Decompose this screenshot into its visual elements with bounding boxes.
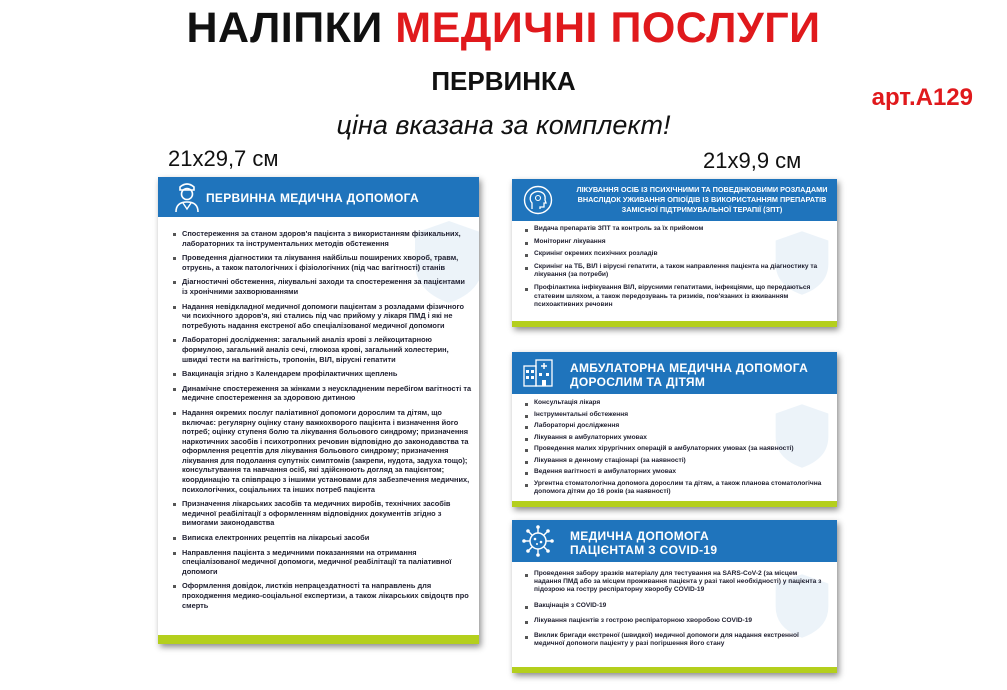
accent-stripe (512, 321, 837, 327)
sticker-title: ЛІКУВАННЯ ОСІБ ІЗ ПСИХІЧНИМИ ТА ПОВЕДІНКОВИМИ РОЗЛАДАМИ ВНАСЛІДОК УЖИВАННЯ ОПІОЇДІВ ІЗ ВИКОРИСТАННЯМ ПРЕПАРАТІВ ЗАМІСНОЇ ПІДТРИМУВАЛЬНОЇ ТЕРАПІЇ (ЗПТ) (576, 185, 828, 214)
list-item: Оформлення довідок, листків непрацездатності та направлень для проходження медико-соціальної експертизи, а також лікарських свідоцтв про смерть (182, 581, 472, 610)
title-part-black: НАЛІПКИ (186, 4, 383, 52)
price-note: ціна вказана за комплект! (336, 110, 671, 140)
service-list (534, 225, 824, 314)
list-item: Надання невідкладної медичної допомоги пацієнтам з розладами фізичного чи психічного здоров'я, які стались під час прийому у лікаря ПМД і які не потребують надання екстреної або спеціалізованої медичної допомоги (182, 302, 472, 331)
sticker-outpatient-care (512, 352, 837, 507)
list-item: Діагностичні обстеження, лікувальні заходи та спостереження за пацієнтами із хронічними захворюваннями (182, 277, 472, 296)
sticker-covid-care (512, 520, 837, 673)
list-item: Проведення забору зразків матеріалу для тестування на SARS-CoV-2 (за місцем надання ПМД або за місцем проживання пацієнта у разі такої необхідності) у пацієнта з підозрою на гостру респіраторну хворобу COVID-19 (534, 570, 826, 595)
list-item: Направлення пацієнта з медичними показаннями на отримання спеціалізованої медичної допомоги, медичної реабілітації та паліативної допомоги (182, 548, 472, 577)
list-item: Вакцінація з COVID-19 (534, 602, 826, 610)
list-item: Лікування в денному стаціонарі (за наявності) (534, 457, 824, 465)
sticker-substitution-therapy (512, 179, 837, 327)
list-item: Скринінг на ТБ, ВІЛ і вірусні гепатити, а також направлення пацієнта на діагностику та лікування (за потреби) (534, 263, 824, 280)
sticker-title-line1: МЕДИЧНА ДОПОМОГА (570, 529, 709, 543)
list-item: Моніторинг лікування (534, 238, 824, 247)
list-item: Проведення малих хірургічних операцій в амбулаторних умовах (за наявності) (534, 445, 824, 453)
article-number: арт.А129 (871, 84, 973, 111)
size-label-small: 21х9,9 см (703, 148, 802, 173)
list-item: Вакцинація згідно з Календарем профілактичних щеплень (182, 369, 472, 379)
service-list (534, 399, 824, 499)
service-list (182, 229, 472, 615)
sticker-title-line2: ДОРОСЛИМ ТА ДІТЯМ (570, 375, 706, 389)
list-item: Лабораторні дослідження (534, 422, 824, 430)
sticker-header (512, 352, 837, 394)
page-subtitle: ПЕРВИНКА (431, 66, 576, 96)
list-item: Лікування в амбулаторних умовах (534, 434, 824, 442)
list-item: Проведення діагностики та лікування найбільш поширених хвороб, травм, отруєнь, а також патологічних і фізіологічних (під час вагітності) станів (182, 253, 472, 272)
sticker-header (512, 179, 837, 221)
sticker-title-line2: ПАЦІЄНТАМ З COVID-19 (570, 543, 718, 557)
accent-stripe (158, 635, 479, 644)
sticker-title: ПЕРВИННА МЕДИЧНА ДОПОМОГА (206, 191, 419, 205)
list-item: Спостереження за станом здоров'я пацієнта з використанням фізикальних, лабораторних та інструментальних методів обстеження (182, 229, 472, 248)
list-item: Ургентна стоматологічна допомога дорослим та дітям, а також планова стоматологічна допомога дітям до 16 років (за наявності) (534, 480, 824, 496)
service-list (534, 570, 826, 655)
sticker-header (158, 177, 479, 217)
size-label-large: 21х29,7 см (168, 146, 279, 171)
sticker-primary-care (158, 177, 479, 644)
page-title (0, 4, 1007, 53)
doctor-icon (174, 181, 200, 218)
list-item: Динамічне спостереження за жінками з неускладненим перебігом вагітності та медичне спостереження за здоровою дитиною (182, 383, 472, 403)
title-part-red: МЕДИЧНІ ПОСЛУГИ (395, 4, 821, 52)
accent-stripe (512, 667, 837, 673)
hospital-building-icon (522, 358, 554, 393)
list-item: Ведення вагітності в амбулаторних умовах (534, 468, 824, 476)
list-item: Призначення лікарських засобів та медичних виробів, технічних засобів медичної реабілітації з оформленням відповідних документів згідно з вимогами законодавства (182, 499, 472, 528)
list-item: Надання окремих послуг паліативної допомоги дорослим та дітям, що включає: регулярну оцінку стану важкохворого пацієнта і визначення його потреб; оцінку ступеня болю та лікування больового синдрому; призначення наркотичних засобів і психотропних речовин відповідно до законодавства та оформлення рецептів для лікування больового синдрому; призначення лікування для подолання супутніх симптомів (закрепи, нудота, задуха тощо); консультування та навчання осіб, які здійснюють догляд за пацієнтом; координацію та співпрацю з іншими установами для забезпечення медичних, психологічних, соціальних та інших потреб пацієнта (182, 408, 472, 494)
list-item: Інструментальні обстеження (534, 411, 824, 419)
virus-icon (522, 525, 554, 562)
list-item: Видача препаратів ЗПТ та контроль за їх прийомом (534, 225, 824, 234)
list-item: Лабораторні дослідження: загальний аналіз крові з лейкоцитарною формулою, загальний аналіз сечі, глюкоза крові, загальний холестерин, швидкі тести на вагітність, тропонін, ВІЛ, вірусні гепатити (182, 335, 472, 364)
list-item: Виписка електронних рецептів на лікарські засоби (182, 533, 472, 543)
accent-stripe (512, 501, 837, 507)
list-item: Лікування пацієнтів з гострою респіраторною хворобою COVID-19 (534, 617, 826, 625)
list-item: Скринінг окремих психічних розладів (534, 250, 824, 259)
sticker-title-line1: АМБУЛАТОРНА МЕДИЧНА ДОПОМОГА (570, 361, 809, 375)
list-item: Виклик бригади екстреної (швидкої) медичної допомоги для надання екстренної медичної допомоги пацієнту у разі погіршення його стану (534, 632, 826, 648)
sticker-title (570, 529, 717, 557)
list-item: Консультація лікаря (534, 399, 824, 407)
brain-head-icon (522, 185, 554, 220)
list-item: Профілактика інфікування ВІЛ, вірусними гепатитами, інфекціями, що передаються статевим шляхом, а також передозувань та ризиків, пов'язаних із вживанням психоактивних речовин (534, 284, 824, 310)
sticker-title (570, 361, 808, 389)
sticker-header (512, 520, 837, 562)
